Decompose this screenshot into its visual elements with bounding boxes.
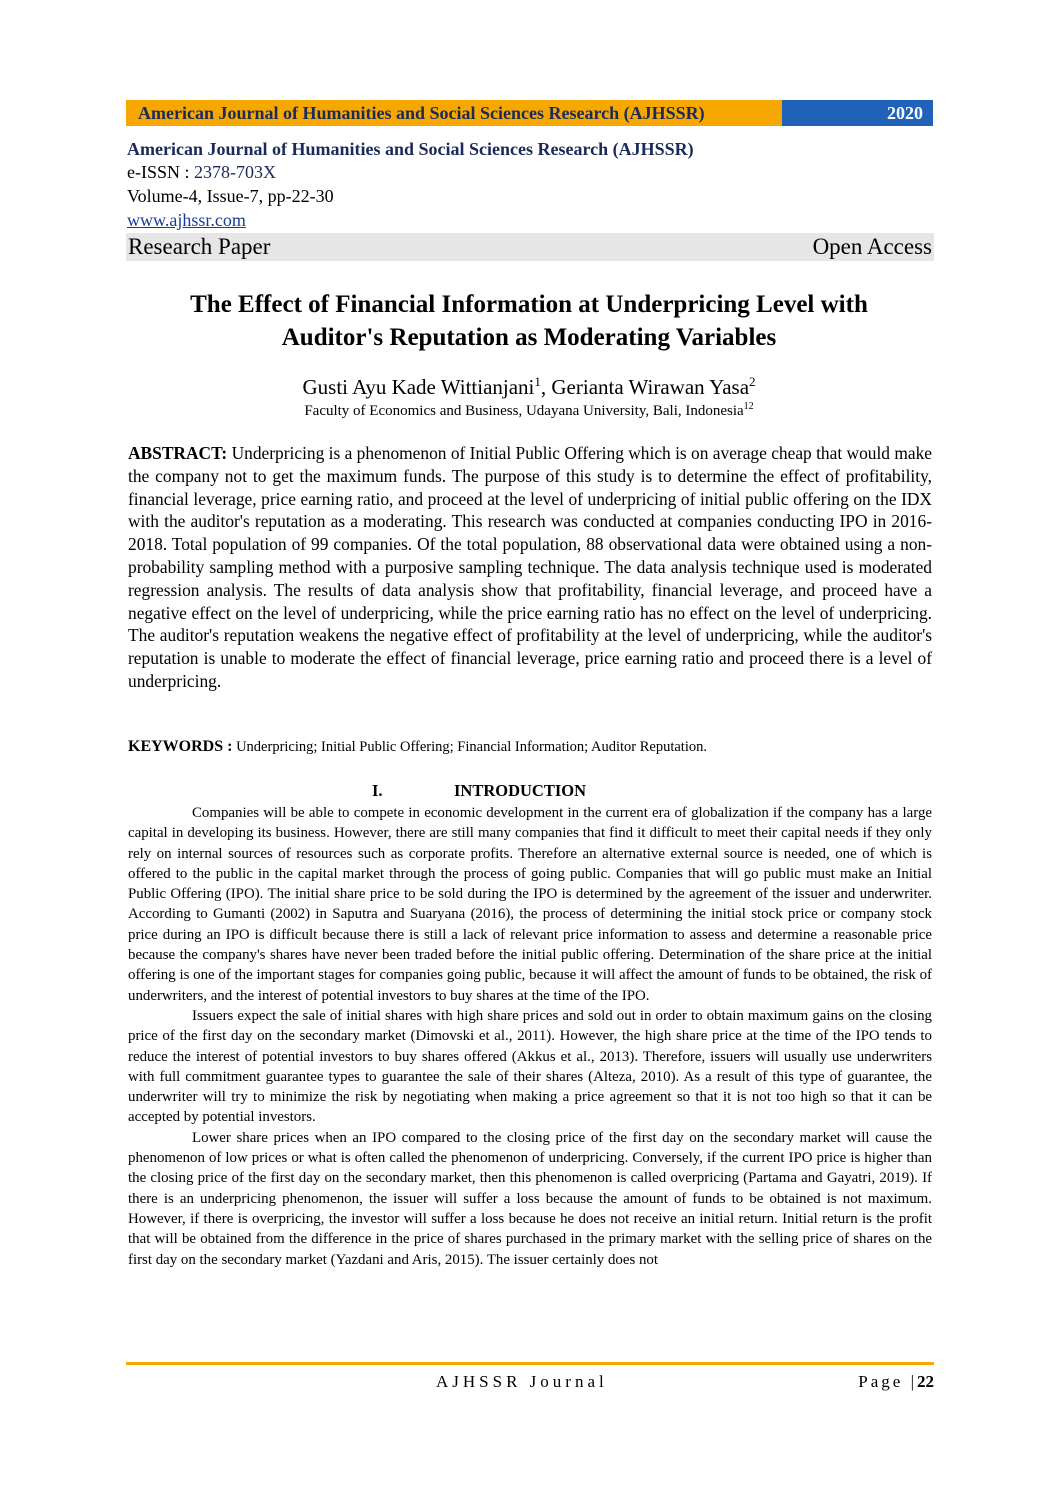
running-header xyxy=(126,100,933,126)
access-type: Open Access xyxy=(812,234,932,259)
author-1-sup: 1 xyxy=(534,374,541,389)
meta-journal-name: American Journal of Humanities and Social Sciences Research (AJHSSR) xyxy=(127,139,694,159)
title-line-1: The Effect of Financial Information at Underpricing Level with xyxy=(190,291,868,318)
journal-meta xyxy=(127,138,933,232)
affiliation xyxy=(100,397,958,421)
paragraph: Issuers expect the sale of initial shares with high share prices and sold out in order to obtain maximum gains on the closing price of the first day on the secondary market (Dimovski et al., 2011). However, the high share price at the time of the IPO tends to reduce the interest of potential investors to buy shares offered (Akkus et al., 2013). Therefore, issuers will usually use underwriters with full commitment guarantee types to guarantee the sale of their shares (Alteza, 2010). As a result of this type of guarantee, the underwriter will try to minimize the risk by negotiating when making a price agreement so that it is not too high so that it can be accepted by potential investors. xyxy=(128,1007,932,1126)
author-2: Gerianta Wirawan Yasa xyxy=(551,375,750,399)
meta-issn xyxy=(127,160,933,184)
paragraph: Lower share prices when an IPO compared to the closing price of the first day on the secondary market will cause the phenomenon of low prices or what is often called the phenomenon of underpricing. Conversely, if the current IPO price is higher than the closing price of the first day on the secondary market, then this phenomenon is called overpricing (Partama and Gayatri, 2019). If there is an underpricing phenomenon, the issuer will suffer a loss because the amount of funds to be obtained is not maximum. However, if there is overpricing, the investor will suffer a loss because he does not receive an initial return. Initial return is the profit that will be obtained from the difference in the price of shares purchased in the primary market with the selling price of shares on the first day on the secondary market (Yazdani and Aris, 2015). The issuer certainly does not xyxy=(128,1129,932,1268)
footer-rule xyxy=(126,1362,934,1365)
paper-type: Research Paper xyxy=(128,234,271,259)
author-1: Gusti Ayu Kade Wittianjani xyxy=(302,375,535,399)
paper-type-bar xyxy=(126,233,934,261)
keywords-label: KEYWORDS : xyxy=(128,738,233,755)
section-title: INTRODUCTION xyxy=(454,781,587,800)
affiliation-text: Faculty of Economics and Business, Udayana University, Bali, Indonesia xyxy=(304,403,744,419)
page-number: 22 xyxy=(917,1372,934,1391)
running-header-year: 2020 xyxy=(782,100,933,126)
meta-volume: Volume-4, Issue-7, pp-22-30 xyxy=(127,186,334,206)
paper-title xyxy=(100,288,958,354)
author-2-sup: 2 xyxy=(749,374,756,389)
issn-label: e-ISSN : xyxy=(127,162,194,182)
page-label: Page | xyxy=(858,1372,917,1391)
footer-journal: AJHSSR Journal xyxy=(436,1372,608,1391)
section-number: I. xyxy=(372,781,383,800)
issn-value: 2378-703X xyxy=(194,162,276,182)
affiliation-sup: 12 xyxy=(743,401,754,412)
footer-page xyxy=(858,1370,934,1394)
author-sep: , xyxy=(540,375,552,399)
abstract-label: ABSTRACT: xyxy=(128,443,228,463)
title-line-2: Auditor's Reputation as Moderating Variables xyxy=(281,324,777,351)
keywords xyxy=(128,737,932,757)
website-link[interactable]: www.ajhssr.com xyxy=(127,210,246,230)
body-text xyxy=(128,803,932,1270)
running-header-journal: American Journal of Humanities and Social Sciences Research (AJHSSR) xyxy=(126,100,782,126)
abstract-text: Underpricing is a phenomenon of Initial Public Offering which is on average cheap that would make the company not to get the maximum funds. The purpose of this study is to determine the effect of profitability, financial leverage, price earning ratio, and proceed at the level of underpricing of initial public offering on the IDX with the auditor's reputation as a moderating. This research was conducted at companies conducting IPO in 2016-2018. Total population of 99 companies. Of the total population, 88 observational data were obtained using a non-probability sampling method with a purposive sampling technique. The data analysis technique used is moderated regression analysis. The results of data analysis show that profitability, financial leverage, and proceed have a negative effect on the level of underpricing, while the price earning ratio has no effect on the level of underpricing. The auditor's reputation weakens the negative effect of profitability at the level of underpricing, while the auditor's reputation is unable to moderate the effect of financial leverage, price earning ratio and proceed there is a level of underpricing. xyxy=(128,443,932,691)
keywords-text: Underpricing; Initial Public Offering; Financial Information; Auditor Reputation. xyxy=(232,739,707,755)
abstract xyxy=(128,442,932,693)
paragraph: Companies will be able to compete in economic development in the current era of globalization if the company has a large capital in developing its business. However, there are still many companies that find it difficult to meet their capital needs if they only rely on internal sources of resources such as corporate profits. Therefore an alternative external source is needed, one of which is offered to the public in the capital market through the process of going public. Companies that will go public must make an Initial Public Offering (IPO). The initial share price to be sold during the IPO is determined by the agreement of the issuer and underwriter. According to Gumanti (2002) in Saputra and Suaryana (2016), the process of determining the initial stock price or company stock price during an IPO is difficult because there is still a lack of relevant price information to assess and determine a reasonable price because the company's shares have never been traded before the initial public offering. Determination of the share price at the initial offering is one of the important stages for companies going public, because it will affect the amount of funds to be obtained, the risk of underwriters, and the interest of potential investors to buy shares at the time of the IPO. xyxy=(128,805,932,1004)
